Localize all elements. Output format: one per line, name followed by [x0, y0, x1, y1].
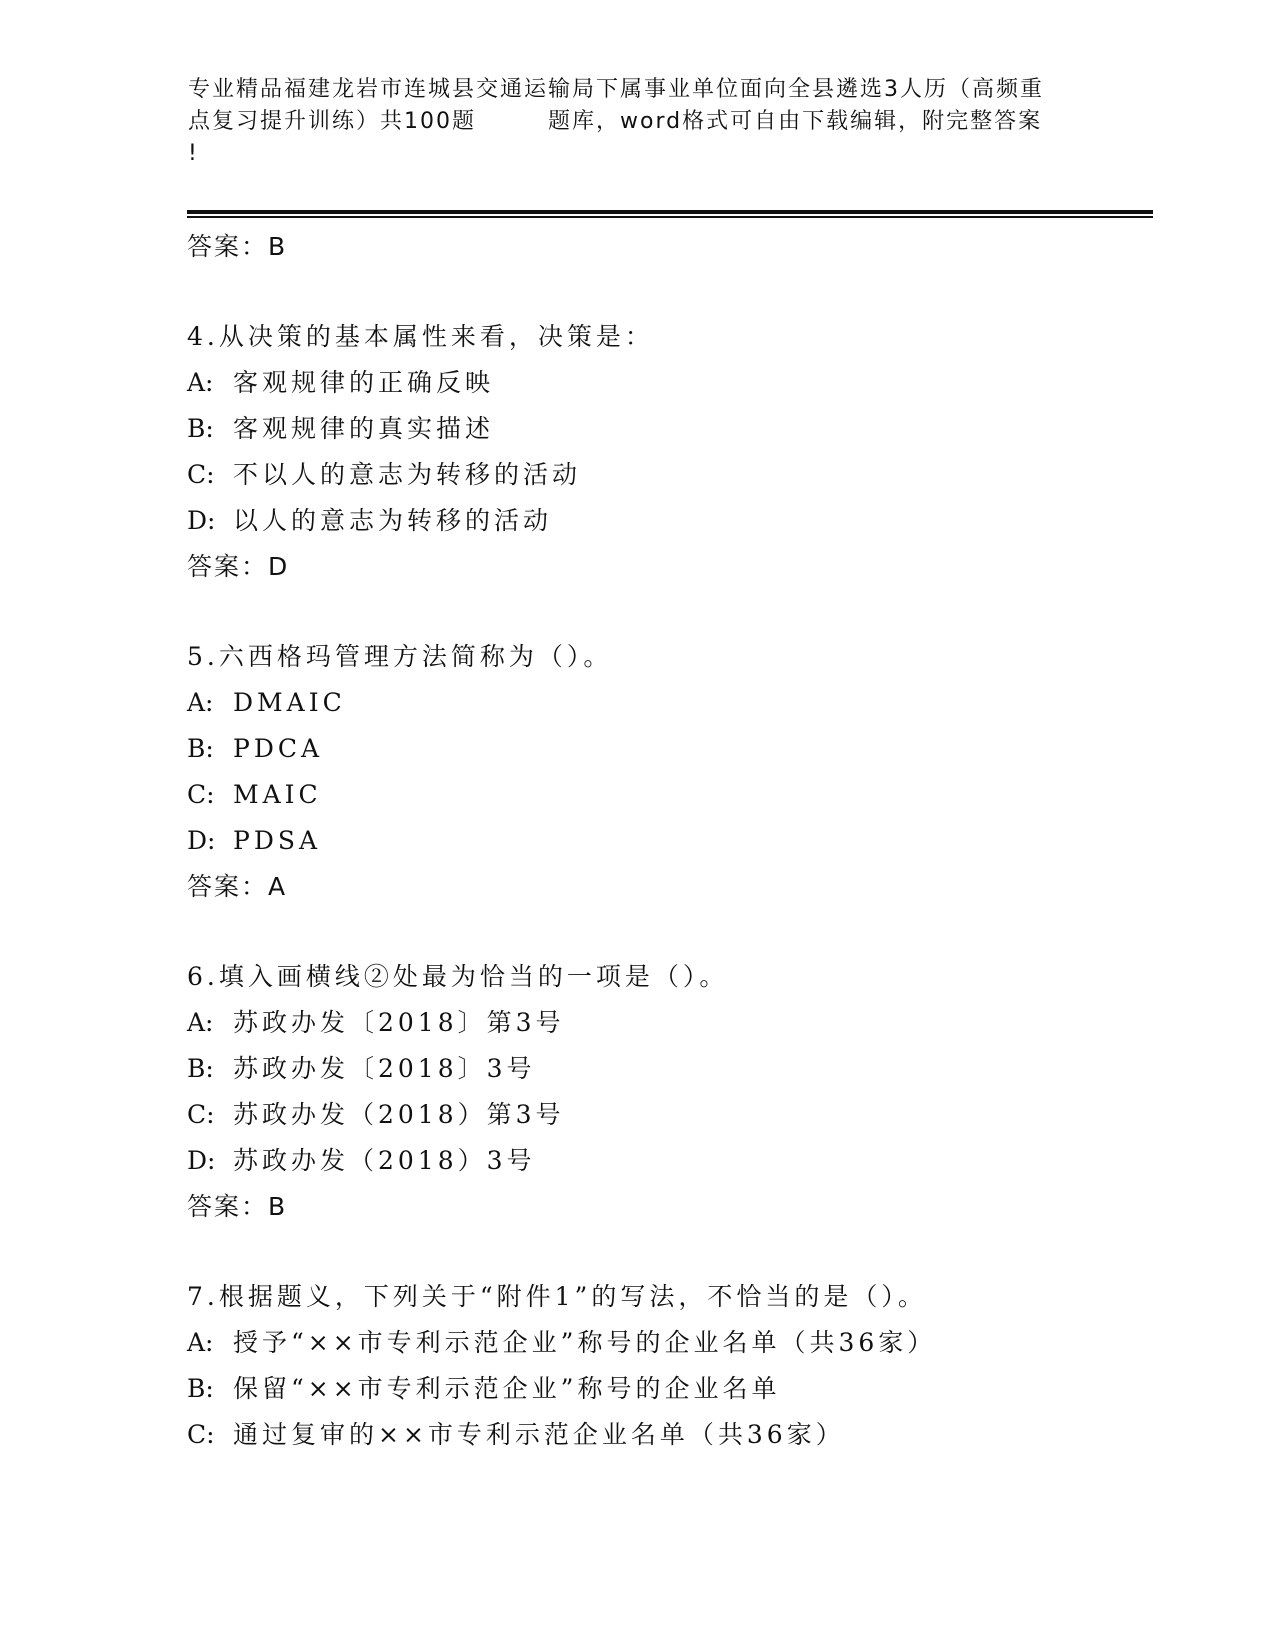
question-block: [187, 314, 1147, 590]
option-label: B:: [187, 1054, 214, 1083]
option-row: [187, 406, 1147, 452]
option-label: A:: [187, 1008, 214, 1037]
document-header: [188, 74, 1088, 170]
answer-text: 答案：D: [187, 552, 290, 581]
answer-text: 答案：B: [187, 1192, 288, 1221]
answer-text: 答案：A: [187, 872, 288, 901]
option-label: C:: [187, 460, 215, 489]
header-divider-thin: [187, 216, 1153, 218]
option-row: [187, 1092, 1147, 1138]
option-label: B:: [187, 734, 214, 763]
option-row: [187, 360, 1147, 406]
option-text: 苏政办发（2018）第3号: [233, 1100, 565, 1129]
option-text: DMAIC: [233, 688, 346, 717]
option-label: D:: [187, 506, 216, 535]
header-line-2: [188, 106, 1088, 138]
header-divider-thick: [187, 210, 1153, 214]
option-label: B:: [187, 414, 214, 443]
option-text: 客观规律的真实描述: [233, 414, 495, 443]
option-row: [187, 818, 1147, 864]
option-text: 授予“××市专利示范企业”称号的企业名单（共36家）: [233, 1328, 937, 1357]
option-text: MAIC: [233, 780, 322, 809]
option-text: 不以人的意志为转移的活动: [233, 460, 582, 489]
option-row: [187, 772, 1147, 818]
header-line-2-part-a: 点复习提升训练）共100题: [188, 109, 476, 134]
header-line-2-part-b: 题库，word格式可自由下载编辑，附完整答案: [548, 109, 1043, 134]
option-label: A:: [187, 1328, 214, 1357]
option-text: 保留“××市专利示范企业”称号的企业名单: [233, 1374, 781, 1403]
header-line-3: !: [188, 141, 199, 166]
question-text: 4.从决策的基本属性来看，决策是：: [187, 322, 654, 351]
option-row: [187, 1000, 1147, 1046]
header-line-1: 专业精品福建龙岩市连城县交通运输局下属事业单位面向全县遴选3人历（高频重: [188, 77, 1044, 102]
option-text: PDSA: [233, 826, 322, 855]
option-text: 通过复审的××市专利示范企业名单（共36家）: [233, 1420, 845, 1449]
option-label: A:: [187, 368, 214, 397]
option-row: [187, 1138, 1147, 1184]
option-row: [187, 452, 1147, 498]
option-text: 苏政办发〔2018〕第3号: [233, 1008, 565, 1037]
option-row: [187, 498, 1147, 544]
option-label: C:: [187, 780, 215, 809]
option-label: C:: [187, 1420, 215, 1449]
option-text: PDCA: [233, 734, 324, 763]
question-text: 7.根据题义，下列关于“附件1”的写法，不恰当的是（）。: [187, 1282, 927, 1311]
option-row: [187, 1046, 1147, 1092]
option-row: [187, 680, 1147, 726]
option-label: A:: [187, 688, 214, 717]
option-row: [187, 726, 1147, 772]
option-text: 苏政办发〔2018〕3号: [233, 1054, 536, 1083]
option-label: C:: [187, 1100, 215, 1129]
option-text: 苏政办发（2018）3号: [233, 1146, 536, 1175]
option-text: 以人的意志为转移的活动: [233, 506, 553, 535]
option-text: 客观规律的正确反映: [233, 368, 495, 397]
option-row: [187, 1412, 1147, 1458]
option-row: [187, 1320, 1147, 1366]
question-text: 5.六西格玛管理方法简称为（）。: [187, 642, 613, 671]
option-row: [187, 1366, 1147, 1412]
question-block: [187, 634, 1147, 910]
option-label: D:: [187, 826, 216, 855]
question-block: [187, 1274, 1147, 1458]
previous-answer: 答案：B: [187, 232, 288, 261]
question-text: 6.填入画横线②处最为恰当的一项是（）。: [187, 962, 729, 991]
question-list: [187, 224, 1147, 1458]
option-label: B:: [187, 1374, 214, 1403]
option-label: D:: [187, 1146, 216, 1175]
question-block: [187, 954, 1147, 1230]
